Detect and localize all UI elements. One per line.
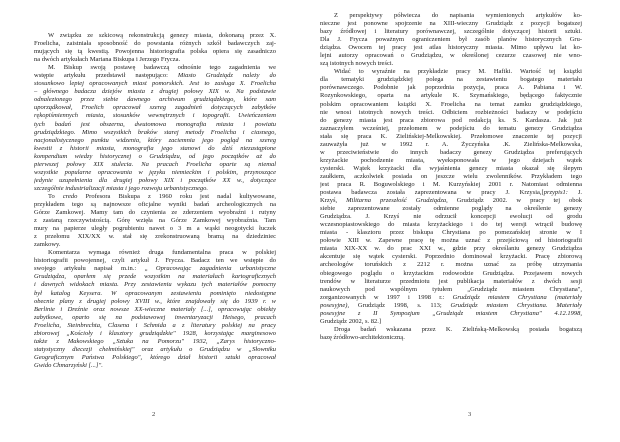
text-line: pierwszej połowy XIX stulecia. Na pracach Froelicha oparte są niemal [34,160,276,168]
text-line: rękopiśmiennych miasta, stosunków wewnętrznych i topografii. Uwieńczeniem [34,112,276,120]
text-line: To credo Profesora Biskupa z 1960 roku jest nadal kultywowane, [48,192,276,200]
text-line: Berlinie i Dreźnie oraz nowsze XX-wieczne materiały [...], opracowując obiekty [34,305,276,313]
text-line: archeologów toruńskich z 2212 r. można uznać za próbę utrzymania [320,261,582,269]
text-line: grudziądzkiego. Mimo wszystkich braków starej metody Froelicha i ciasnego, [34,128,276,136]
text-line: posesyjne z II Sympozjum „Grudziądz miastem Chrystiana" 4.12.1998, [320,309,582,317]
text-line: uporządkował, Froelich opracował szereg zagadnień dotyczących zabytków [34,104,276,112]
text-line: trendów w literaturze przedmiotu jest publikacja materiałów z dwóch sesji [320,277,582,285]
text-line: Grudziądza. J. Krzyś nie odrzucił koncepcji ewolucji od grodu [320,213,582,221]
text-line: Komentarza wymaga również druga fundamentalna praca w polskiej [48,249,276,257]
text-line: nie wnosi istotnych nowych treści. Odbiciem rozbieżności badaczy w podejściu [320,108,582,116]
text-line: był katalog Keysera. W opracowanym zestawieniu pominięto niedostępne [34,289,276,297]
text-line: Gwido Chmarzyński [...]". [34,361,103,369]
text-line: Froelicha, zaistniała sposobność do powstania różnych szkół badawczych zaj- [34,40,276,48]
text-line: Krzyś, Militarna przeszłość Grudziądza, Grudziądz 2002. w pracy tej obok [320,197,582,205]
text-line: polskim opracowaniem książki X. Froelicha na temat zamku grudziądzkiego, [320,100,582,108]
text-line: obiegowego poglądu o krzyżackim rodowodzie Grudziądza. Przejawem nowych [320,269,582,277]
text-line: Z perspektywy półwiecza do napisania wymienionych artykułów ko- [334,12,582,19]
text-line: na dwóch artykułach Mariana Biskupa i Jerzego Frycza. [34,56,181,64]
text-line: wczesnopiastowskiego do miasta krzyżackiego i do tej wersji wtrącił budowę [320,221,582,229]
text-line: siebie zaprezentowane zostały odmienne poglądy na określenie genezy [320,205,582,213]
text-line: przykładem tego są najnowsze oficjalne wyniki badań archeologicznych na [34,200,276,208]
text-line: obecnie plany z drugiej połowy XVIII w., które znajdowały się do 1939 r. w [34,297,276,305]
text-line: postawa badawcza została zaprezentowana w pracy J. Krzysia,[przypis1: J. [320,189,582,197]
text-line: historiografii powojennej, czyli artykuł J. Frycza. Badacz ten we wstępie do [34,257,276,265]
text-line: porównawczego. Podobnie jak poprzednia pozycja, praca A. Pabiana i W. [320,84,582,92]
text-line: Froelicha, Steinbrechta, Clasena i Schmida a z literatury polskiej na pracy [34,321,276,329]
text-line: wszystkie popularne opracowania w języku niemieckim i polskim, przynoszące [34,168,276,176]
text-line: połowie XIII w. Zapewne pracę tę można uznać z przejściową od historiografii [320,237,582,245]
right-page-body-text [320,12,582,342]
text-line: zamkowy. [34,241,61,249]
text-line: naukowych pod wspólnym tytułem „Grudziądz miastem Chrystiana", [320,285,582,293]
text-line: mury na papierze uległy pogrubieniu nawet o 3 m a wąski neogotycki łuczek [34,225,276,233]
text-line: lejni autorzy opracowań o Grudziądzu, w określonej cezurze czasowej nie wno- [320,52,582,60]
text-line: Górze Zamkowej. Mamy tam do czynienia ze zderzeniem wyobraźni i rutyny [34,209,276,217]
text-line: zauważyła już w 1992 r. A. Życzyńska .K. Zielińska-Melkowska, [320,140,582,148]
text-line: z przełomu XIX/XX w. stał się zrekonstruowaną bramą na dziedziniec [34,233,276,241]
text-line: – głównego badacza dziejów miasta z drugiej połowy XIX w. Na podstawie [34,88,276,96]
text-line: miasta XIX-XX w. do prac XXI w., gdzie przy określaniu genezy Grudziądza [320,245,582,253]
text-line: akcentuje się wątek cysterski. Poprzednio dominował krzyżacki. Pracę zbiorową [320,253,582,261]
text-line: bazy źródłowej i literatury porównawczej, szczególnie dotyczącej historii sztuki. [320,28,582,36]
text-line: M. Biskup swoją postawę badawczą odnośnie tego zagadnienia we [48,64,276,72]
text-line: Grudziądza, oparłem się przede wszystkim na materiałach kartograficznych [34,273,276,281]
text-line: jest praca R. Boguwolskiego i M. Kurzyńskiej 2001 r. Natomiast odmienna [320,180,582,188]
text-line: wstępie artykułu przedstawił następująco: Miasto Grudziądz należy do [34,72,276,80]
text-line: nacjonalistycznego punktu widzenia, który zaciemnia jego pogląd na szereg [34,136,276,144]
text-line: zabytkowe, oparto się na podstawowej inwentaryzacji Heisego, pracach [34,313,276,321]
text-line: zorganizowanych w 1997 i 1998 r.: Grudziądz miastem Chrystiana (materiały [320,293,582,301]
text-line: i dawnych widokach miasta. Przy zestawieniu wykazu tych materiałów pomocny [34,281,276,289]
text-line: do genezy miasta jest praca zbiorowa pod redakcją ks. S. Kardasza. Jak już [320,116,582,124]
text-line: jedynie uzupełnienia dla drugiej połowy XIX i początków XX w., dotyczące [34,176,276,184]
text-line: kwestii z historii miasta, monografia jego stanowi do dziś niezastąpione [34,144,276,152]
text-line: z zastaną rzeczywistością. Górę wzięła na Górze Zamkowej wyobraźnia. Tam [34,217,276,225]
right-page-number: 3 [468,411,472,418]
left-page-body-text [34,32,276,370]
text-line: Widać to wyraźnie na przykładzie pracy M. Hafiki. Wartość tej książki [334,68,582,76]
text-line: kompendium wiedzy historycznej o Grudziądzu, od jego początków aż do [34,152,276,160]
text-line: zaułkiem, aczkolwiek posiada on jeszcze wielu zwolenników. Przykładem tego [320,172,582,180]
text-line: tych badań jest obszerna, dwutomowa monografia miasta i powiatu [34,120,276,128]
text-line: nieczne jest ponowne spojrzenie na XIII-wieczny Grudziądz z pozycji bogatszej [320,20,582,28]
text-line: zbiorowej „Kościoły i klasztory grudziądzkie" 1928, korzystając marginesowo [34,329,276,337]
text-line: odnalezionego przez siebie dawnego archiwum grudziądzkiego, które sam [34,96,276,104]
text-line: mujących się tą kwestią. Powojenna historiografia polska opiera się zasadniczo [34,48,276,56]
text-line: w przeciwieństwie do innych badaczy genezy Grudziądza preferujących [320,148,582,156]
text-line: szą istotnych nowych treści. [320,60,394,68]
left-page-number: 2 [152,411,156,418]
text-line: Geograficznym Państwa Polskiego", którego dział historii sztuki opracował [34,353,276,361]
text-line: swojego artykułu napisał m.in.: „ Opracowując zagadnienia urbanistyczne [34,265,276,273]
text-line: krzyżackie pochodzenie miasta, wyeksponowała w jego dziejach wątek [320,156,582,164]
text-line: Rozynkowskiego, oparta na artykule K. Szymańskiego, będącego faktycznie [320,92,582,100]
text-line: statystyczny diecezji chełmińskiej" oraz artykułu o Grudziądzu w „Słowniku [34,345,276,353]
text-line: także z Makowskiego „Sztuka na Pomorzu" 1932, „Zarys historyczno- [34,337,276,345]
text-line: Grudziądz 2002, s. 82.] [320,317,382,325]
text-line: W związku ze szkicową rekonstrukcją genezy miasta, dokonaną przez X. [48,32,276,39]
text-line: stała się praca K. Zielińskiej-Melkowskiej. Przełomowe znaczenie tej pozycji [320,132,582,140]
text-line: miasta - klasztoru przez biskupa Chrystiana po pomezańskiej stronie w I [320,229,582,237]
text-line: posesyjne), Grudziądz 1998, s. 113; Grudziądz miastem Chrystiana. Materiały [320,301,582,309]
text-line: cysterski. Wątek krzyżacki dla wyjaśnienia genezy miasta okazał się ślepym [320,164,582,172]
text-line: szczególnie industrializacji miasta i jego rozwoju urbanistycznego. [34,184,208,192]
text-line: zaznaczyłem wcześniej, przełomem w podejściu do tematu genezy Grudziądza [320,124,582,132]
right-page [310,0,620,442]
text-line: stosunkowo lepiej opracowanych miast pomorskich. Jest to zasługa X. Froelicha [34,80,276,88]
text-line: dziądza. Owocem tej pracy jest atlas historyczny miasta. Mimo upływu lat ko- [320,44,582,52]
text-line: dla tematyki grudziądzkiej polega na zestawieniu bogatego materiału [320,76,582,84]
text-line: bazę źródłowo-architektoniczną. [320,333,405,341]
text-line: Droga badań wskazana przez K. Zielińską-Melkowską posiada bogatszą [334,325,582,333]
text-line: Dla J. Frycza poważnym ograniczeniem był zasób planów historycznych Gru- [320,36,582,44]
